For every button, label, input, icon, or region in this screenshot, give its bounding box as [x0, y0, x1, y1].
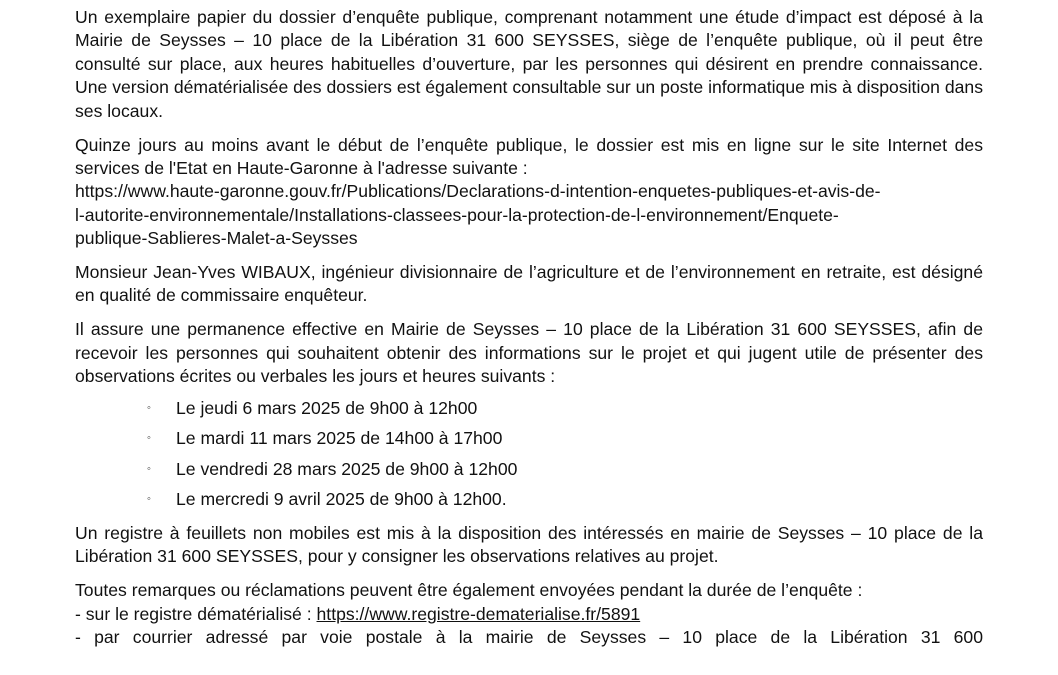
schedule-item [75, 488, 983, 511]
schedule-item [75, 427, 983, 450]
registre-dematerialise-label: - sur le registre dématérialisé : [75, 603, 317, 624]
paragraph-commissaire-enqueteur: Monsieur Jean-Yves WIBAUX, ingénieur divisionnaire de l’agriculture et de l’environnement en retraite, est désigné en qualité de commissaire enquêteur. [75, 262, 983, 306]
paragraph-registre: Un registre à feuillets non mobiles est mis à la disposition des intéressés en mairie de Seysses – 10 place de la Libération 31 600 SEYSSES, pour y consigner les observations relatives au projet. [75, 522, 983, 567]
circle-bullet-icon: ◦ [147, 493, 151, 506]
schedule-item [75, 458, 983, 481]
permanence-schedule-list [75, 397, 983, 512]
schedule-item-text: Le mercredi 9 avril 2025 de 9h00 à 12h00. [176, 489, 507, 510]
prefecture-url-line-2[interactable]: l-autorite-environnementale/Installations-classees-pour-la-protection-de-l-environnement/Enquete- [75, 204, 839, 225]
paragraph-mise-en-ligne [75, 134, 983, 251]
schedule-item-text: Le vendredi 28 mars 2025 de 9h00 à 12h00 [176, 458, 518, 479]
schedule-item-text: Le jeudi 6 mars 2025 de 9h00 à 12h00 [176, 397, 478, 418]
registre-dematerialise-link[interactable]: https://www.registre-dematerialise.fr/5891 [316, 603, 641, 624]
document-page [75, 6, 983, 660]
circle-bullet-icon: ◦ [147, 462, 151, 475]
paragraph-permanences: Il assure une permanence effective en Mairie de Seysses – 10 place de la Libération 31 600 SEYSSES, afin de recevoir les personnes qui souhaitent obtenir des informations sur le projet et qui jugent utile de présenter des observations écrites ou verbales les jours et heures suivants : [75, 319, 983, 387]
courrier-postal-line: - par courrier adressé par voie postale à la mairie de Seysses – 10 place de la Libération 31 600 [75, 627, 983, 648]
mise-en-ligne-intro: Quinze jours au moins avant le début de l’enquête publique, le dossier est mis en ligne sur le site Internet des services de l'Etat en Haute-Garonne à l'adresse suivante : [75, 134, 983, 178]
paragraph-reclamations [75, 579, 983, 649]
registre-dematerialise-line [75, 603, 983, 626]
paragraph-dossier-papier: Un exemplaire papier du dossier d’enquête publique, comprenant notamment une étude d’impact est déposé à la Mairie de Seysses – 10 place de la Libération 31 600 SEYSSES, siège de l’enquête publique, où il peut être consulté sur place, aux heures habituelles d’ouverture, par les personnes qui désirent en prendre connaissance. Une version dématérialisée des dossiers est également consultable sur un poste informatique mis à disposition dans ses locaux. [75, 7, 983, 121]
reclamations-intro: Toutes remarques ou réclamations peuvent être également envoyées pendant la durée de l’enquête : [75, 580, 863, 601]
circle-bullet-icon: ◦ [147, 432, 151, 445]
circle-bullet-icon: ◦ [147, 401, 151, 414]
schedule-item [75, 397, 983, 420]
prefecture-url-line-3[interactable]: publique-Sablieres-Malet-a-Seysses [75, 228, 358, 249]
schedule-item-text: Le mardi 11 mars 2025 de 14h00 à 17h00 [176, 428, 503, 449]
prefecture-url-line-1[interactable]: https://www.haute-garonne.gouv.fr/Publications/Declarations-d-intention-enquetes-publiques-et-avis-de- [75, 181, 881, 202]
